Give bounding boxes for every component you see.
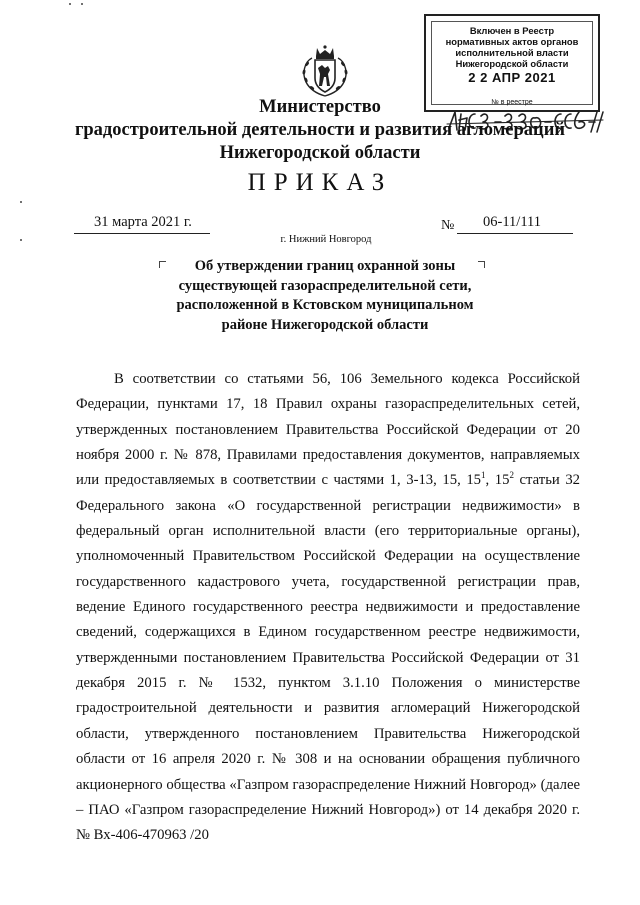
- scan-speck: [20, 239, 22, 241]
- body-text-part-2: , 15: [485, 472, 510, 489]
- superscript-2: 2: [509, 470, 514, 481]
- title-line-2: существующей газораспределительной сети,: [178, 277, 472, 294]
- number-label: №: [441, 218, 455, 233]
- stamp-date: 2 2 АПР 2021: [468, 70, 556, 85]
- stamp-line-2: нормативных актов органов: [445, 36, 579, 47]
- body-text-part-3: статьи 32 Федерального закона «О государственной регистрации недвижимости» в федеральный орган исполнительной власти (его территориальные органы), уполномоченный Правительством Российской Федерации на осуществление государственного кадастрового учета, государственной регистрации прав, ведение Единого государственного реестра недвижимости и предоставление сведений, содержащихся в Едином государственном реестре недвижимости, утвержденными постановлением Правительства Российской Федерации от 31 декабря 2015 г. № 1532, пунктом 3.1.10 Положения о министерстве градостроительной деятельности и развития агломераций Нижегородской области, утвержденного постановлением Правительства Нижегородской области от 16 апреля 2020 г. № 308 и на основании обращения публичного акционерного общества «Газпром газораспределение Нижний Новгород» (далее – ПАО «Газпром газораспределение Нижний Новгород») от 14 декабря 2020 г. № Вх-406-470963 /20: [76, 472, 581, 844]
- title-line-3: расположенной в Кстовском муниципальном: [176, 297, 474, 313]
- document-date: 31 марта 2021 г.: [94, 214, 192, 230]
- stamp-reg-caption: № в реестре: [491, 99, 533, 106]
- document-title: [150, 257, 500, 335]
- stamp-inner-frame: [431, 21, 593, 105]
- title-line-1: Об утверждении границ охранной зоны: [194, 258, 456, 274]
- body-text-part-1: В соответствии со статьями 56, 106 Земельного кодекса Российской Федерации, пунктами 17, 18 Правил охраны газораспределительных сетей, утвержденных постановлением Правительства Российской Федерации от 20 ноября 2000 г. № 878, Правилами предоставления документов, направляемых или предоставляемых в соответствии с частями 1, 3-13, 15, 15: [76, 371, 580, 489]
- scan-speck: [81, 3, 83, 5]
- scan-speck: [20, 201, 22, 203]
- title-line-4: районе Нижегородской области: [221, 316, 429, 333]
- stamp-line-3: исполнительной власти: [455, 47, 569, 58]
- document-body-paragraph: [76, 367, 580, 849]
- scan-speck: [69, 3, 71, 5]
- stamp-line-1: Включен в Реестр: [469, 25, 555, 36]
- ministry-name-line-2: градостроительной деятельности и развития агломераций: [74, 120, 566, 140]
- document-city: г. Нижний Новгород: [280, 234, 372, 245]
- coat-of-arms-icon: [298, 44, 352, 98]
- document-type-heading: ПРИКАЗ: [247, 169, 393, 196]
- ministry-name-line-3: Нижегородской области: [219, 143, 421, 163]
- superscript-1: 1: [481, 470, 486, 481]
- document-number: 06-11/111: [483, 214, 541, 230]
- stamp-line-4: Нижегородской области: [455, 58, 569, 69]
- ministry-name-line-1: Министерство: [259, 97, 381, 117]
